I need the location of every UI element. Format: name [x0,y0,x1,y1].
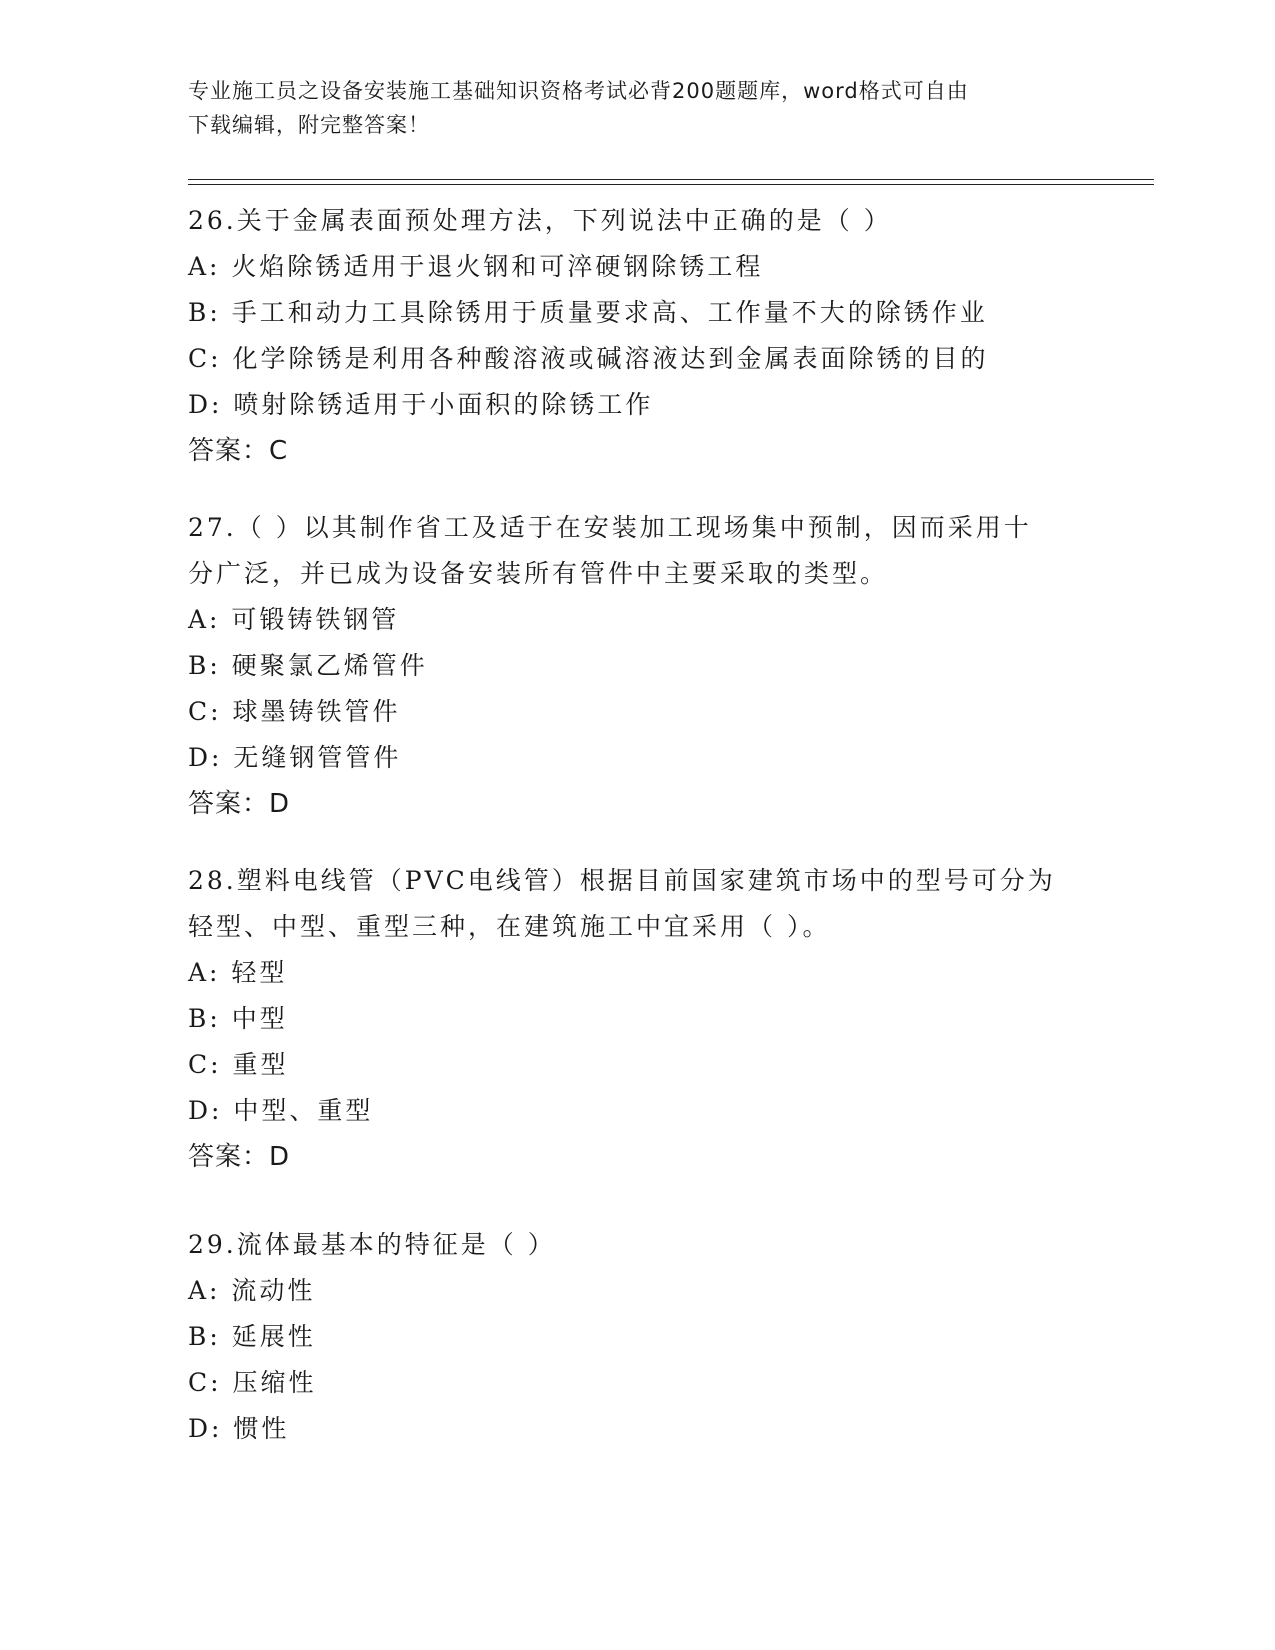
question-stem-line-2: 分广泛，并已成为设备安装所有管件中主要采取的类型。 [188,559,889,588]
document-header [188,74,1068,142]
question-29 [188,1222,1088,1452]
question-26 [188,198,1088,474]
option-b: B: 硬聚氯乙烯管件 [188,651,428,680]
header-line-1: 专业施工员之设备安装施工基础知识资格考试必背200题题库，word格式可自由 [188,79,969,103]
option-d: D: 喷射除锈适用于小面积的除锈工作 [188,390,654,419]
question-stem-line-1: 28.塑料电线管（PVC电线管）根据目前国家建筑市场中的型号可分为 [188,866,1056,895]
option-c: C: 重型 [188,1050,289,1079]
header-line-2: 下载编辑，附完整答案！ [188,113,430,137]
option-a: A: 火焰除锈适用于退火钢和可淬硬钢除锈工程 [188,252,764,281]
question-stem-line-1: 27.（ ）以其制作省工及适于在安装加工现场集中预制，因而采用十 [188,513,1032,542]
option-d: D: 无缝钢管管件 [188,743,402,772]
answer: 答案：C [188,436,289,466]
option-b: B: 中型 [188,1004,288,1033]
question-stem: 29.流体最基本的特征是（ ） [188,1230,556,1259]
header-divider-bottom [188,184,1154,185]
answer: 答案：D [188,789,291,819]
header-divider-top [188,179,1154,180]
option-d: D: 中型、重型 [188,1096,374,1125]
option-a: A: 可锻铸铁钢管 [188,605,400,634]
option-c: C: 化学除锈是利用各种酸溶液或碱溶液达到金属表面除锈的目的 [188,344,989,373]
option-c: C: 球墨铸铁管件 [188,697,401,726]
option-c: C: 压缩性 [188,1368,317,1397]
option-d: D: 惯性 [188,1414,290,1443]
option-a: A: 轻型 [188,958,288,987]
option-b: B: 延展性 [188,1322,316,1351]
question-stem: 26.关于金属表面预处理方法，下列说法中正确的是（ ） [188,206,892,235]
option-b: B: 手工和动力工具除锈用于质量要求高、工作量不大的除锈作业 [188,298,988,327]
question-stem-line-2: 轻型、中型、重型三种，在建筑施工中宜采用（ ）。 [188,912,831,941]
answer: 答案：D [188,1142,291,1172]
question-28 [188,858,1088,1180]
option-a: A: 流动性 [188,1276,316,1305]
question-27 [188,505,1088,827]
